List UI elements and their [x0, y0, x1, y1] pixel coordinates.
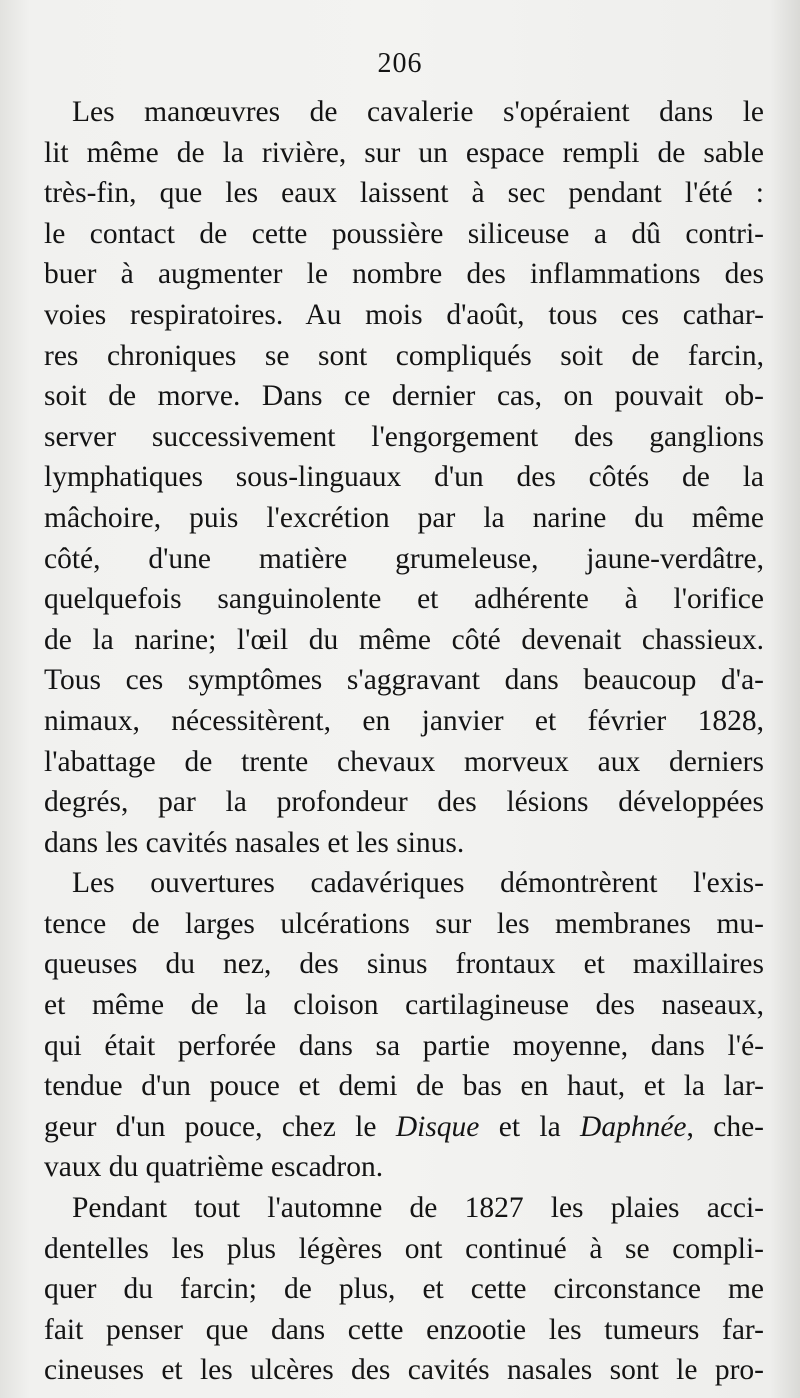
text-line: res chroniques se sont compliqués soit de farcin, — [44, 339, 764, 372]
text-line: fait penser que dans cette enzootie les tumeurs far- — [44, 1313, 764, 1346]
text-line: quer du farcin; de plus, et cette circonstance me — [44, 1273, 764, 1306]
text-line: très-fin, que les eaux laissent à sec pendant l'été : — [44, 177, 764, 210]
text-line: qui était perforée dans sa partie moyenne, dans l'é- — [44, 1029, 764, 1062]
text-line: de la narine; l'œil du même côté devenait chassieux. — [44, 623, 764, 656]
text-line: mâchoire, puis l'excrétion par la narine du même — [44, 501, 764, 534]
horse-name-disque: Disque — [395, 1110, 480, 1143]
text-line: Les ouvertures cadavériques démontrèrent l'exis- — [72, 867, 764, 900]
text-line: dentelles les plus légères ont continué à se compli- — [44, 1232, 764, 1265]
text-line: soit de morve. Dans ce dernier cas, on pouvait ob- — [44, 380, 764, 413]
body-text — [44, 92, 764, 1391]
text-line: server successivement l'engorgement des ganglions — [44, 420, 764, 453]
text-line: degrés, par la profondeur des lésions développées — [44, 786, 764, 819]
text-line: dans les cavités nasales et les sinus. — [44, 826, 465, 859]
page-number: 206 — [377, 48, 423, 79]
text-line: le contact de cette poussière siliceuse a dû contri- — [44, 217, 764, 250]
text-line: tendue d'un pouce et demi de bas en haut, et la lar- — [44, 1070, 764, 1103]
text-line: buer à augmenter le nombre des inflammations des — [44, 258, 764, 291]
text-line: lymphatiques sous-linguaux d'un des côtés de la — [44, 461, 764, 494]
text-line: quelquefois sanguinolente et adhérente à l'orifice — [44, 583, 764, 616]
text-line: tence de larges ulcérations sur les membranes mu- — [44, 907, 764, 940]
text-line: et même de la cloison cartilagineuse des naseaux, — [44, 989, 764, 1022]
text-line-with-names — [44, 1107, 764, 1148]
text-line: Les manœuvres de cavalerie s'opéraient dans le — [72, 96, 764, 128]
text-line: queuses du nez, des sinus frontaux et maxillaires — [44, 948, 764, 981]
text-segment: geur d'un pouce, chez le — [44, 1110, 396, 1143]
text-line: lit même de la rivière, sur un espace rempli de sable — [44, 136, 764, 169]
text-line: Pendant tout l'automne de 1827 les plaies acci- — [72, 1192, 764, 1225]
text-segment: , che- — [686, 1110, 764, 1143]
horse-name-daphnee: Daphnée — [580, 1110, 687, 1143]
text-line: vaux du quatrième escadron. — [44, 1151, 384, 1184]
text-segment: et la — [479, 1110, 581, 1143]
text-line: voies respiratoires. Au mois d'août, tous ces cathar- — [44, 298, 764, 331]
text-line: Tous ces symptômes s'aggravant dans beaucoup d'a- — [44, 664, 764, 697]
text-line: cineuses et les ulcères des cavités nasales sont le pro- — [44, 1354, 764, 1387]
text-line: l'abattage de trente chevaux morveux aux derniers — [44, 745, 764, 778]
text-line: nimaux, nécessitèrent, en janvier et février 1828, — [44, 704, 764, 737]
text-line: côté, d'une matière grumeleuse, jaune-verdâtre, — [44, 542, 764, 575]
